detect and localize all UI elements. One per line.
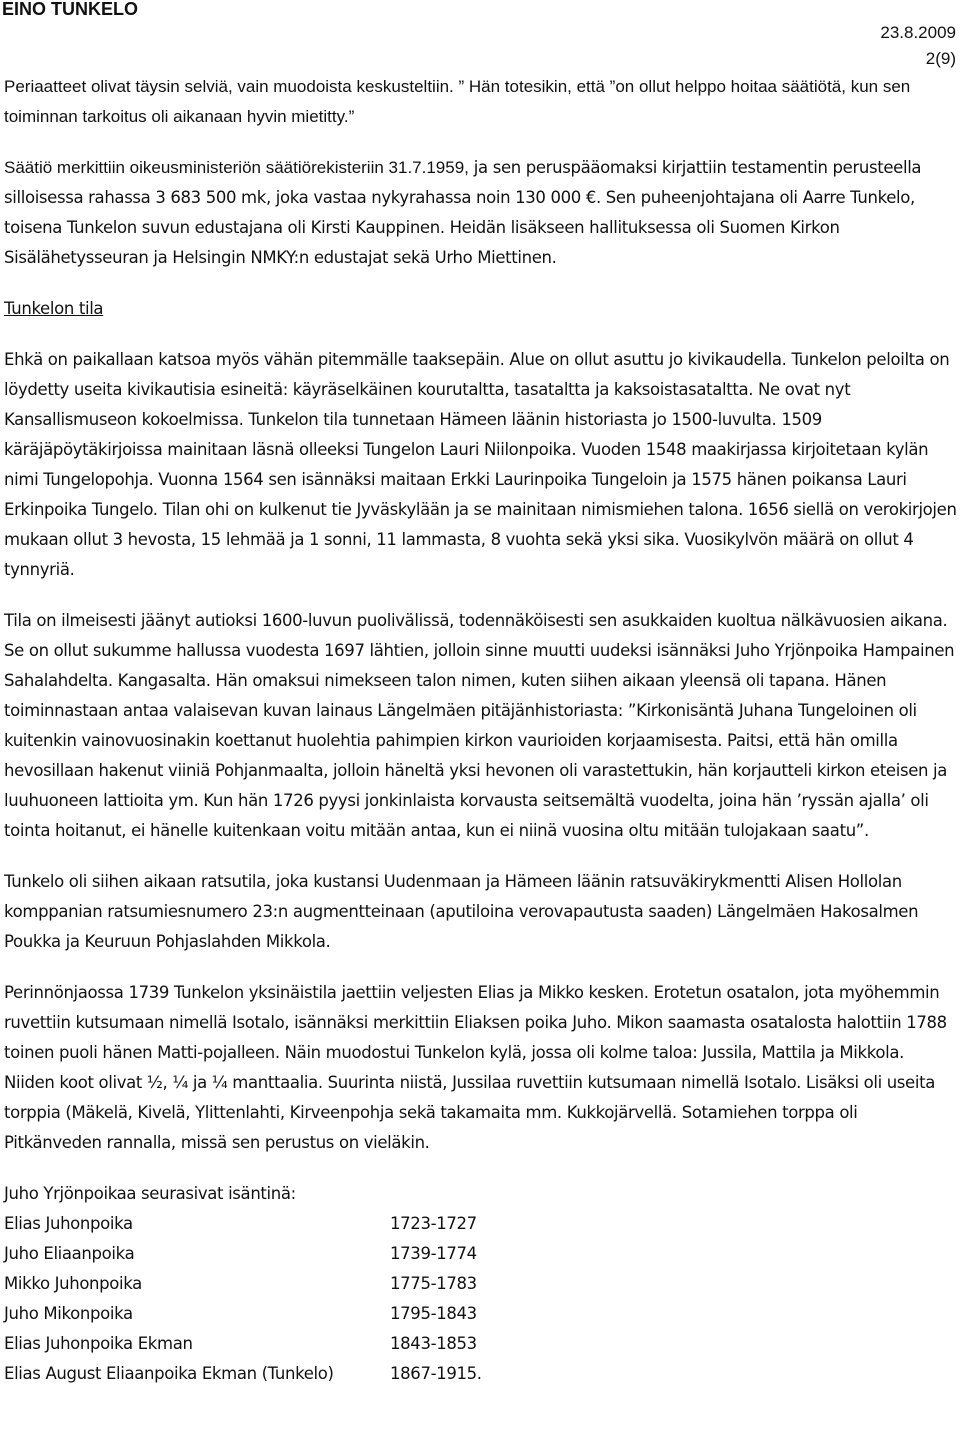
section-paragraph-4: Perinnönjaossa 1739 Tunkelon yksinäistila jaettiin veljesten Elias ja Mikko kesken. Erotetun osatalon, jota myöhemmin ruvettiin kutsumaan nimellä Isotalo, isännäksi merkittiin Eliaksen poika Juho. Mikon saamasta osatalosta halottiin 1788 toinen puoli hänen Matti-pojalleen. Näin muodostui Tunkelon kylä, jossa oli kolme taloa: Jussila, Mattila ja Mikkola. Niiden koot olivat ½, ¼ ja ¼ manttaalia. Suurinta niistä, Jussilaa ruvettiin kutsumaan nimellä Isotalo. Lisäksi oli useita torppia (Mäkelä, Kivelä, Ylittenlahti, Kirveenpohja sekä takamaita mm. Kukkojärvellä. Sotamiehen torppa oli Pitkänveden rannalla, missä sen perustus on vieläkin.: [4, 983, 947, 1152]
masters-list-item: [4, 1359, 958, 1389]
master-years: 1775-1783: [390, 1274, 477, 1293]
masters-list: [4, 1209, 958, 1389]
masters-list-item: [4, 1329, 958, 1359]
intro-paragraph-2-lead: Säätiö merkittiin oikeusministeriön säätiörekisteriin 31.7.1959,: [4, 158, 469, 177]
master-name: Juho Mikonpoika: [4, 1304, 133, 1323]
master-years: 1795-1843: [390, 1304, 477, 1323]
master-years: 1723-1727: [390, 1214, 477, 1233]
masters-list-item: [4, 1239, 958, 1269]
master-name: Juho Eliaanpoika: [4, 1244, 135, 1263]
intro-paragraph-1: Periaatteet olivat täysin selviä, vain muodoista keskusteltiin. ” Hän totesikin, että ”on ollut helppo hoitaa säätiötä, kun sen toiminnan tarkoitus oli aikanaan hyvin mietitty.”: [4, 77, 911, 126]
header-date: 23.8.2009: [880, 23, 956, 42]
masters-list-item: [4, 1299, 958, 1329]
master-years: 1739-1774: [390, 1244, 477, 1263]
master-name: Elias Juhonpoika: [4, 1214, 133, 1233]
master-name: Elias August Eliaanpoika Ekman (Tunkelo): [4, 1364, 334, 1383]
document-body: [4, 72, 958, 1389]
master-years: 1867-1915.: [390, 1364, 482, 1383]
section-paragraph-3: Tunkelo oli siihen aikaan ratsutila, joka kustansi Uudenmaan ja Hämeen läänin ratsuväkirykmentti Alisen Hollolan komppanian ratsumiesnumero 23:n augmentteinaan (aputiloina verovapautusta saaden) Längelmäen Hakosalmen Poukka ja Keuruun Pohjaslahden Mikkola.: [4, 872, 919, 951]
header-author-name: EINO TUNKELO: [2, 0, 139, 19]
section-title: Tunkelon tila: [4, 299, 104, 318]
masters-list-item: [4, 1209, 958, 1239]
master-name: Mikko Juhonpoika: [4, 1274, 142, 1293]
masters-list-item: [4, 1269, 958, 1299]
intro-paragraph-2-rest: ja sen peruspääomaksi kirjattiin testamentin perusteella silloisessa rahassa 3 683 500 mk, joka vastaa nykyrahassa noin 130 000 €. Sen puheenjohtajana oli Aarre Tunkelo, toisena Tunkelon suvun edustajana oli Kirsti Kauppinen. Heidän lisäkseen hallituksessa oli Suomen Kirkon Sisälähetysseuran ja Helsingin NMKY:n edustajat sekä Urho Miettinen.: [4, 158, 922, 267]
section-paragraph-1: Ehkä on paikallaan katsoa myös vähän pitemmälle taaksepäin. Alue on ollut asuttu jo kivikaudella. Tunkelon peloilta on löydetty useita kivikautisia esineitä: käyräselkäinen kourutaltta, tasataltta ja kaksoistasataltta. Ne ovat nyt Kansallismuseon kokoelmissa. Tunkelon tila tunnetaan Hämeen läänin historiasta jo 1500-luvulta. 1509 käräjäpöytäkirjoissa mainitaan läsnä olleeksi Tungelon Lauri Niilonpoika. Vuoden 1548 maakirjassa kirjoitetaan kylän nimi Tungelopohja. Vuonna 1564 sen isännäksi maitaan Erkki Laurinpoika Tungeloin ja 1575 hänen poikansa Lauri Erkinpoika Tungelo. Tilan ohi on kulkenut tie Jyväskylään ja se mainitaan nimismiehen talona. 1656 siellä on verokirjojen mukaan ollut 3 hevosta, 15 lehmää ja 1 sonni, 11 lammasta, 8 vuohta sekä yksi sika. Vuosikylvön määrä on ollut 4 tynnyriä.: [4, 350, 957, 579]
masters-intro: Juho Yrjönpoikaa seurasivat isäntinä:: [4, 1184, 296, 1203]
header-page-number: 2(9): [925, 49, 956, 68]
section-paragraph-2: Tila on ilmeisesti jäänyt autioksi 1600-luvun puolivälissä, todennäköisesti sen asukkaiden kuoltua nälkävuosien aikana. Se on ollut sukumme hallussa vuodesta 1697 lähtien, jolloin sinne muutti uudeksi isännäksi Juho Yrjönpoika Hampainen Sahalahdelta. Kangasalta. Hän omaksui nimekseen talon nimen, kuten siihen aikaan yleensä oli tapana. Hänen toiminnastaan antaa valaisevan kuvan lainaus Längelmäen pitäjänhistoriasta: ”Kirkonisäntä Juhana Tungeloinen oli kuitenkin vainovuosinakin koettanut huolehtia pahimpien kirkon vaurioiden korjaamisesta. Paitsi, että hän omilla hevosillaan hakenut viiniä Pohjanmaalta, jolloin häneltä yksi hevonen oli varastettukin, hän korjautteli kirkon eteisen ja luuhuoneen lattioita ym. Kun hän 1726 pyysi jonkinlaista korvausta seitsemältä vuodelta, joina hän ’ryssän ajalla’ oli tointa hoitanut, ei hänelle kuitenkaan voitu mitään antaa, kun ei niinä vuosina oltu mitään tulojakaan saatu”.: [4, 611, 955, 840]
master-name: Elias Juhonpoika Ekman: [4, 1334, 193, 1353]
intro-paragraph-2: [4, 153, 958, 273]
master-years: 1843-1853: [390, 1334, 477, 1353]
